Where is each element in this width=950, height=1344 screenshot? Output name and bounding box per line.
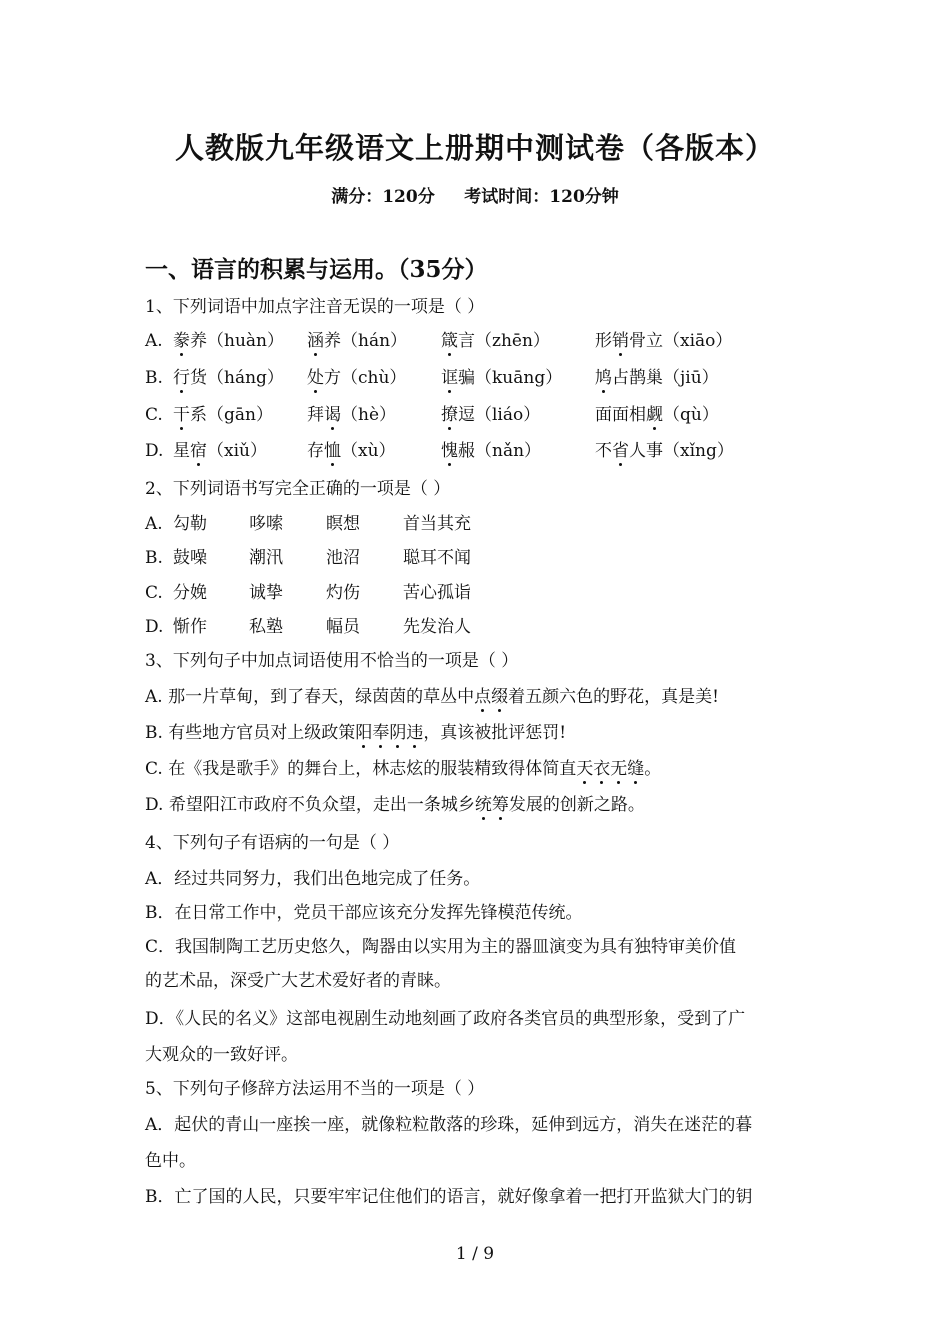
pinyin-item: 涵养（hán） — [307, 331, 408, 351]
option-label: C. — [145, 405, 163, 425]
word-item: 鼓噪 — [173, 548, 207, 568]
pinyin-item: 箴言（zhēn） — [441, 331, 550, 351]
word-item: 惭作 — [173, 617, 207, 637]
question-5-option-b-line1: B．亡了国的人民，只要牢牢记住他们的语言，就好像拿着一把打开监狱大门的钥 — [145, 1187, 753, 1207]
pinyin-item: 星宿（xiǔ） — [173, 441, 267, 461]
word-item: 聪耳不闻 — [403, 548, 471, 568]
section-heading: 一、语言的积累与运用。（35分） — [145, 256, 488, 283]
pinyin-item: 行货（háng） — [173, 368, 284, 388]
dotted-word: 天衣无缝 — [576, 759, 645, 779]
question-5-stem: 5、下列句子修辞方法运用不当的一项是（ ） — [145, 1079, 485, 1099]
question-4-option-d-line2: 大观众的一致好评。 — [145, 1045, 298, 1065]
page-number: 1 / 9 — [455, 1244, 495, 1264]
pinyin-item: 愧赧（nǎn） — [441, 441, 542, 461]
pinyin-item: 不省人事（xǐng） — [595, 441, 734, 461]
question-5-option-a-line2: 色中。 — [145, 1151, 196, 1171]
question-3-option-b: B. 有些地方官员对上级政策阳奉阴违，真该被批评惩罚! — [145, 723, 567, 743]
question-4-option-b: B．在日常工作中，党员干部应该充分发挥先锋模范传统。 — [145, 903, 583, 923]
question-4-option-c-line1: C．我国制陶工艺历史悠久，陶器由以实用为主的器皿演变为具有独特审美价值 — [145, 937, 737, 957]
exam-meta: 满分：120分 考试时间：120分钟 — [331, 187, 619, 207]
option-label: A. — [145, 514, 163, 534]
question-3-option-d: D. 希望阳江市政府不负众望，走出一条城乡统筹发展的创新之路。 — [145, 795, 645, 815]
word-item: 灼伤 — [326, 583, 360, 603]
pinyin-item: 诓骗（kuāng） — [441, 368, 563, 388]
pinyin-item: 豢养（huàn） — [173, 331, 284, 351]
question-4-option-d-line1: D．《人民的名义》这部电视剧生动地刻画了政府各类官员的典型形象，受到了广 — [145, 1009, 746, 1029]
question-4-stem: 4、下列句子有语病的一句是（ ） — [145, 833, 400, 853]
pinyin-item: 处方（chù） — [307, 368, 407, 388]
pinyin-item: 拜谒（hè） — [307, 405, 397, 425]
word-item: 幅员 — [326, 617, 360, 637]
question-1-stem: 1、下列词语中加点字注音无误的一项是（ ） — [145, 297, 485, 317]
word-item: 勾勒 — [173, 514, 207, 534]
word-item: 哆嗦 — [249, 514, 283, 534]
word-item: 诚挚 — [249, 583, 283, 603]
word-item: 首当其充 — [403, 514, 471, 534]
option-label: C. — [145, 583, 163, 603]
word-item: 苦心孤诣 — [403, 583, 471, 603]
question-3-stem: 3、下列句子中加点词语使用不恰当的一项是（ ） — [145, 651, 519, 671]
pinyin-item: 鸠占鹊巢（jiū） — [595, 368, 719, 388]
question-5-option-a-line1: A．起伏的青山一座挨一座，就像粒粒散落的珍珠，延伸到远方，消失在迷茫的暮 — [145, 1115, 753, 1135]
option-label: D. — [145, 617, 164, 637]
question-3-option-a: A. 那一片草甸，到了春天，绿茵茵的草丛中点缀着五颜六色的野花，真是美! — [145, 687, 719, 707]
option-label: B. — [145, 368, 163, 388]
word-item: 分娩 — [173, 583, 207, 603]
pinyin-item: 干系（gān） — [173, 405, 273, 425]
question-4-option-c-line2: 的艺术品，深受广大艺术爱好者的青睐。 — [145, 971, 451, 991]
option-label: B. — [145, 548, 163, 568]
question-2-stem: 2、下列词语书写完全正确的一项是（ ） — [145, 479, 451, 499]
word-item: 池沼 — [326, 548, 360, 568]
pinyin-item: 形销骨立（xiāo） — [595, 331, 733, 351]
dotted-word: 阳奉阴违 — [355, 723, 424, 743]
question-3-option-c: C. 在《我是歌手》的舞台上，林志炫的服装精致得体简直天衣无缝。 — [145, 759, 662, 779]
dotted-word: 统筹 — [474, 795, 509, 815]
option-label: A. — [145, 331, 163, 351]
word-item: 私塾 — [249, 617, 283, 637]
word-item: 潮汛 — [249, 548, 283, 568]
word-item: 瞑想 — [326, 514, 360, 534]
option-label: D. — [145, 441, 164, 461]
pinyin-item: 撩逗（liáo） — [441, 405, 541, 425]
question-4-option-a: A．经过共同努力，我们出色地完成了任务。 — [145, 869, 481, 889]
pinyin-item: 存恤（xù） — [307, 441, 396, 461]
word-item: 先发治人 — [403, 617, 471, 637]
dotted-word: 点缀 — [474, 687, 509, 707]
pinyin-item: 面面相觑（qù） — [595, 405, 719, 425]
page-title: 人教版九年级语文上册期中测试卷（各版本） — [174, 131, 775, 165]
